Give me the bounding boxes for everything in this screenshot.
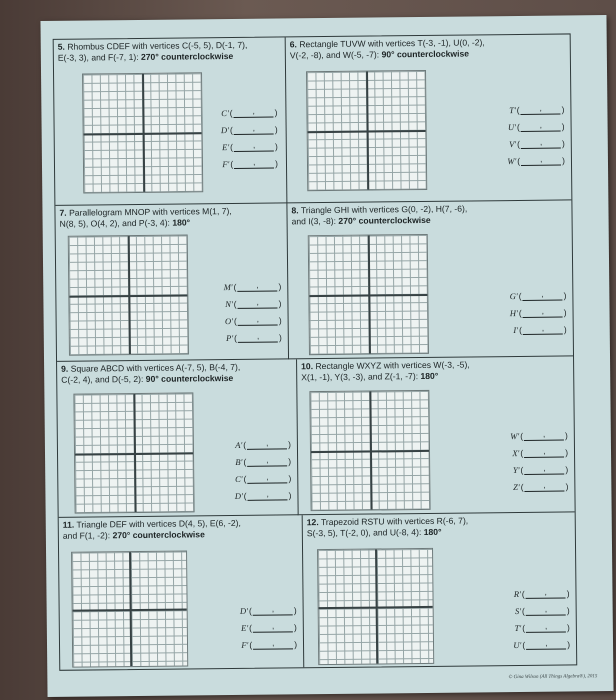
problem-10-text [301, 358, 569, 382]
answer-blank[interactable]: E' ( , ) [240, 618, 297, 636]
rotation-instruction: 180° [423, 526, 442, 537]
problem-5 [54, 37, 288, 205]
answer-blank[interactable]: F' ( , ) [240, 635, 297, 653]
rotation-instruction: 90° counterclockwise [145, 372, 234, 384]
problem-description-cont: V(-2, -8), and W(-5, -7): [289, 48, 380, 60]
answer-blank[interactable]: Z' ( , ) [511, 477, 569, 495]
answer-blank[interactable]: W' ( , ) [507, 151, 565, 169]
rotation-instruction: 180° [172, 216, 191, 228]
problem-description: Rectangle WXYZ with vertices W(-3, -5), [315, 359, 470, 372]
answer-blank[interactable]: F' ( , ) [221, 155, 278, 173]
coordinate-plane[interactable] [306, 70, 427, 191]
answer-blank[interactable]: V' ( , ) [507, 134, 565, 152]
problem-12-text [307, 514, 571, 538]
problem-10 [297, 356, 575, 515]
answer-column [221, 104, 278, 173]
answer-blank[interactable]: D' ( , ) [240, 601, 297, 619]
problem-number: 9. [61, 363, 69, 374]
answer-blank[interactable]: U' ( , ) [513, 635, 570, 653]
answer-blank[interactable]: P' ( , ) [224, 328, 282, 346]
problem-description-cont: S(-3, 5), T(-2, 0), and U(-8, 4): [306, 526, 422, 538]
problem-9 [57, 359, 299, 518]
answer-blank[interactable]: D' ( , ) [221, 121, 278, 139]
problem-number: 5. [57, 41, 65, 52]
answer-blank[interactable]: A' ( , ) [234, 435, 291, 453]
problem-5-text [58, 39, 281, 62]
problem-description: Parallelogram MNOP with vertices M(1, 7), [68, 205, 232, 218]
coordinate-plane[interactable] [317, 548, 434, 665]
answer-blank[interactable]: N' ( , ) [224, 294, 282, 312]
answer-blank[interactable]: O' ( , ) [224, 311, 282, 329]
answer-blank[interactable]: S' ( , ) [513, 601, 570, 619]
answer-blank[interactable]: C' ( , ) [221, 104, 278, 122]
problem-number: 8. [291, 205, 299, 216]
problem-6-text [290, 36, 566, 60]
problem-6 [286, 34, 572, 203]
problem-number: 6. [289, 39, 297, 50]
answer-blank[interactable]: D' ( , ) [235, 486, 292, 504]
problem-description: Triangle DEF with vertices D(4, 5), E(6, -2), [76, 517, 241, 530]
problem-7-text [59, 205, 282, 228]
answer-blank[interactable]: G' ( , ) [510, 286, 567, 304]
worksheet-grid-table [53, 33, 578, 670]
answer-column [510, 286, 567, 338]
rotation-instruction: 270° counterclockwise [140, 50, 234, 62]
answer-blank[interactable]: X' ( , ) [510, 443, 568, 461]
problem-description: Triangle GHI with vertices G(0, -2), H(7, -6), [300, 203, 468, 216]
answer-column [234, 435, 291, 504]
problem-description: Trapezoid RSTU with vertices R(-6, 7), [320, 515, 469, 528]
problem-12 [303, 512, 577, 667]
answer-blank[interactable]: B' ( , ) [234, 452, 291, 470]
answer-blank[interactable]: M' ( , ) [224, 277, 282, 295]
problem-description: Square ABCD with vertices A(-7, 5), B(-4, 7), [70, 361, 241, 374]
coordinate-plane[interactable] [71, 550, 188, 667]
answer-blank[interactable]: Y' ( , ) [511, 460, 569, 478]
coordinate-plane[interactable] [82, 72, 203, 193]
problem-9-text [61, 361, 292, 384]
rotation-instruction: 270° counterclockwise [112, 528, 205, 540]
answer-column [240, 601, 297, 653]
problem-description-cont: and F(1, -2): [62, 529, 111, 541]
problem-number: 12. [306, 517, 319, 528]
problem-description-cont: X(1, -1), Y(3, -3), and Z(-1, -7): [301, 370, 419, 382]
answer-column [513, 584, 570, 653]
problem-number: 11. [62, 519, 75, 530]
worksheet-page [40, 15, 613, 697]
problem-description-cont: C(-2, 4), and D(-5, 2): [61, 373, 144, 385]
answer-blank[interactable]: W' ( , ) [510, 426, 568, 444]
problem-number: 7. [59, 207, 67, 218]
problem-description: Rhombus CDEF with vertices C(-5, 5), D(-1, 7), [67, 39, 248, 52]
problem-number: 10. [301, 361, 314, 372]
coordinate-plane[interactable] [308, 234, 429, 355]
problem-description-cont: E(-3, 3), and F(-7, 1): [57, 51, 139, 63]
problem-description-cont: N(8, 5), O(4, 2), and P(-3, 4): [59, 217, 170, 229]
copyright-notice: © Gina Wilson (All Things Algebra®), 2015 [508, 674, 598, 681]
answer-blank[interactable]: E' ( , ) [221, 138, 278, 156]
answer-column [507, 101, 565, 170]
problem-11-text [63, 517, 298, 540]
rotation-instruction: 180° [420, 370, 439, 381]
coordinate-plane[interactable] [68, 234, 189, 355]
problem-11 [59, 515, 305, 670]
coordinate-plane[interactable] [309, 390, 430, 511]
answer-blank[interactable]: C' ( , ) [235, 469, 292, 487]
answer-blank[interactable]: R' ( , ) [513, 584, 570, 602]
answer-blank[interactable]: I' ( , ) [510, 320, 567, 338]
problem-description: Rectangle TUVW with vertices T(-3, -1), U(0, -2), [299, 37, 485, 50]
problem-description-cont: and I(3, -8): [291, 215, 337, 226]
problem-8-text [291, 202, 567, 226]
answer-blank[interactable]: T' ( , ) [507, 101, 565, 119]
answer-blank[interactable]: T' ( , ) [513, 618, 570, 636]
answer-column [510, 426, 568, 495]
problem-7 [55, 203, 289, 361]
answer-column [224, 277, 282, 346]
rotation-instruction: 270° counterclockwise [338, 214, 431, 226]
rotation-instruction: 90° counterclockwise [381, 47, 470, 59]
problem-8 [287, 200, 573, 359]
answer-blank[interactable]: H' ( , ) [510, 303, 567, 321]
coordinate-plane[interactable] [73, 392, 194, 513]
answer-blank[interactable]: U' ( , ) [507, 117, 565, 135]
